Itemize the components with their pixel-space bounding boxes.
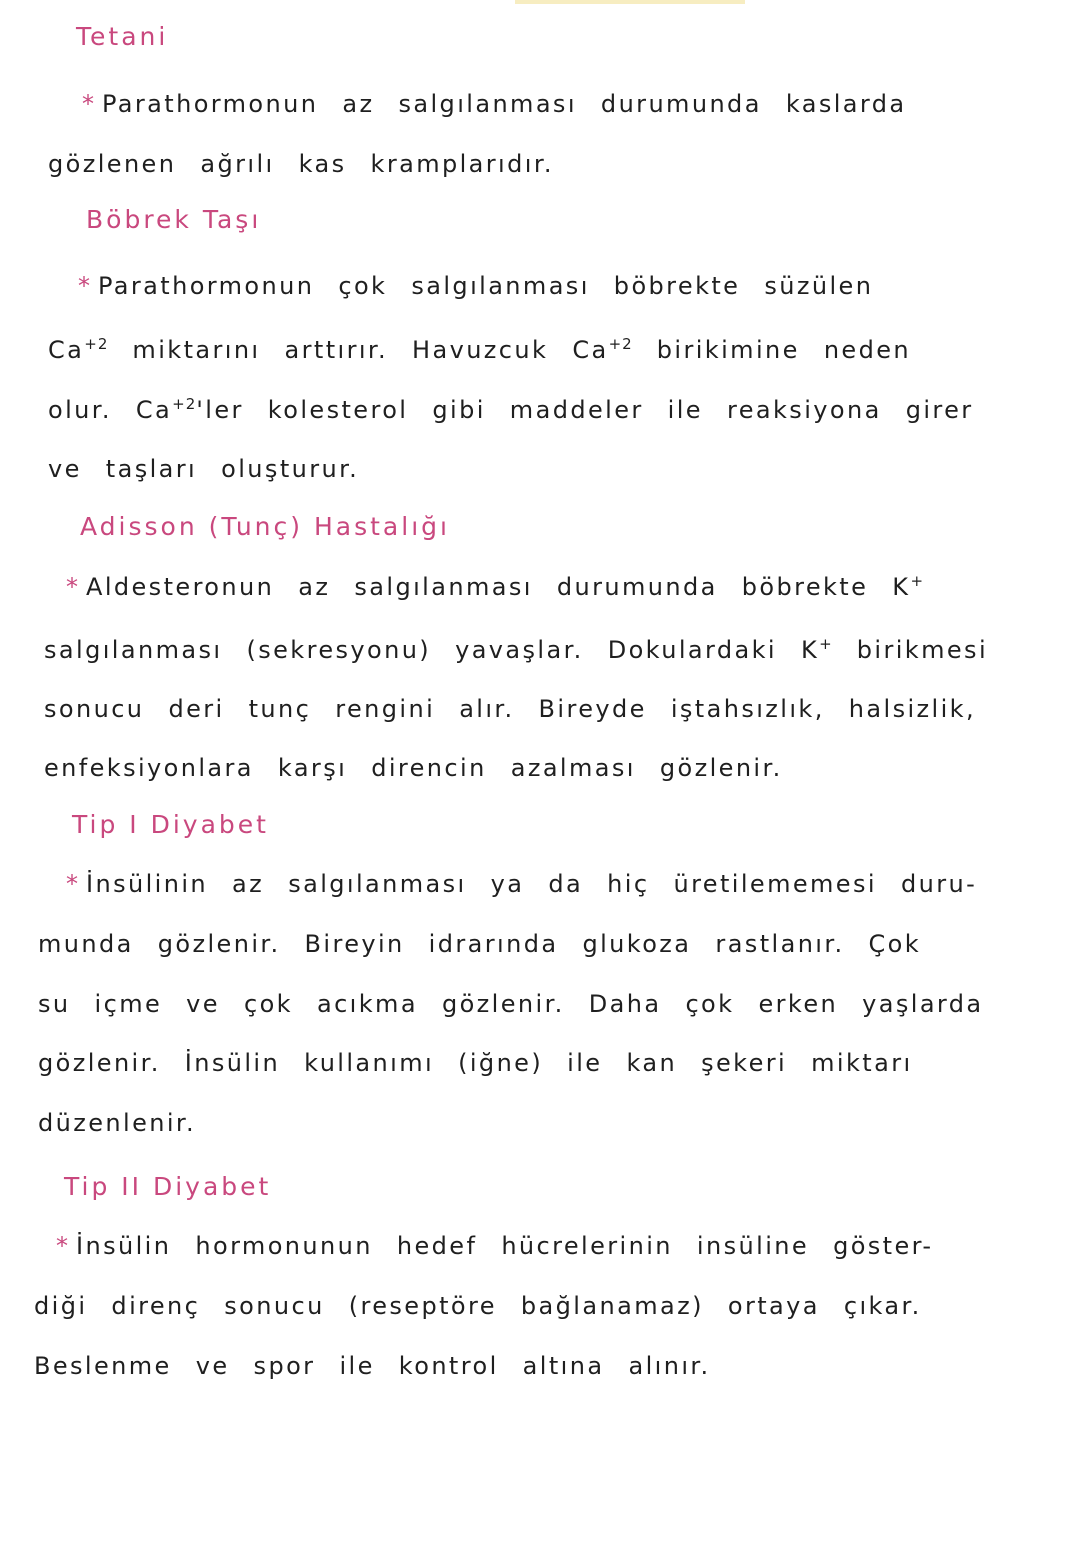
tip1-line-4: gözlenir. İnsülin kullanımı (iğne) ile kan şekeri miktarı — [38, 1049, 913, 1077]
heading-tip-1-diyabet: Tip I Diyabet — [72, 810, 269, 839]
bullet-star-icon: * — [78, 272, 90, 300]
bobrek-line-4: ve taşları oluşturur. — [48, 455, 360, 483]
heading-bobrek-tasi: Böbrek Taşı — [86, 205, 262, 234]
tetani-line-2: gözlenen ağrılı kas kramplarıdır. — [48, 150, 554, 178]
tip2-line-3: Beslenme ve spor ile kontrol altına alınır. — [34, 1352, 711, 1380]
adisson-line-4: enfeksiyonlara karşı direncin azalması gözlenir. — [44, 754, 783, 782]
bobrek-line-1: * Parathormonun çok salgılanması böbrekte süzülen — [78, 272, 874, 300]
tip1-line-3: su içme ve çok acıkma gözlenir. Daha çok erken yaşlarda — [38, 990, 984, 1018]
heading-tetani: Tetani — [76, 22, 169, 51]
bullet-star-icon: * — [66, 573, 78, 601]
adisson-line-3: sonucu deri tunç rengini alır. Bireyde iştahsızlık, halsizlik, — [44, 695, 977, 723]
tip2-line-2: diği direnç sonucu (reseptöre bağlanamaz) ortaya çıkar. — [34, 1292, 922, 1320]
heading-tip-2-diyabet: Tip II Diyabet — [64, 1172, 272, 1201]
tip1-line-2: munda gözlenir. Bireyin idrarında glukoza rastlanır. Çok — [38, 930, 922, 958]
bullet-star-icon: * — [66, 870, 78, 898]
tip1-line-1: * İnsülinin az salgılanması ya da hiç üretilememesi duru- — [66, 870, 978, 898]
bullet-star-icon: * — [56, 1232, 68, 1260]
bobrek-line-2: $Ca^{+2}$ miktarını arttırır. Havuzcuk $Ca^{+2}$ birikimine neden — [48, 335, 912, 364]
tip2-line-1: * İnsülin hormonunun hedef hücrelerinin insüline göster- — [56, 1232, 934, 1260]
tip1-line-5: düzenlenir. — [38, 1109, 197, 1137]
tetani-line-1: * Parathormonun az salgılanması durumunda kaslarda — [82, 90, 907, 118]
tape-strip — [515, 0, 745, 4]
adisson-line-2: salgılanması (sekresyonu) yavaşlar. Dokulardaki K+ birikmesi — [44, 635, 989, 664]
heading-adisson: Adisson (Tunç) Hastalığı — [80, 512, 450, 541]
bullet-star-icon: * — [82, 90, 94, 118]
bobrek-line-3: olur. $Ca^{+2}'ler$ kolesterol gibi maddeler ile reaksiyona girer — [48, 395, 974, 424]
adisson-line-1: * Aldesteronun az salgılanması durumunda böbrekte K+ — [66, 572, 925, 601]
